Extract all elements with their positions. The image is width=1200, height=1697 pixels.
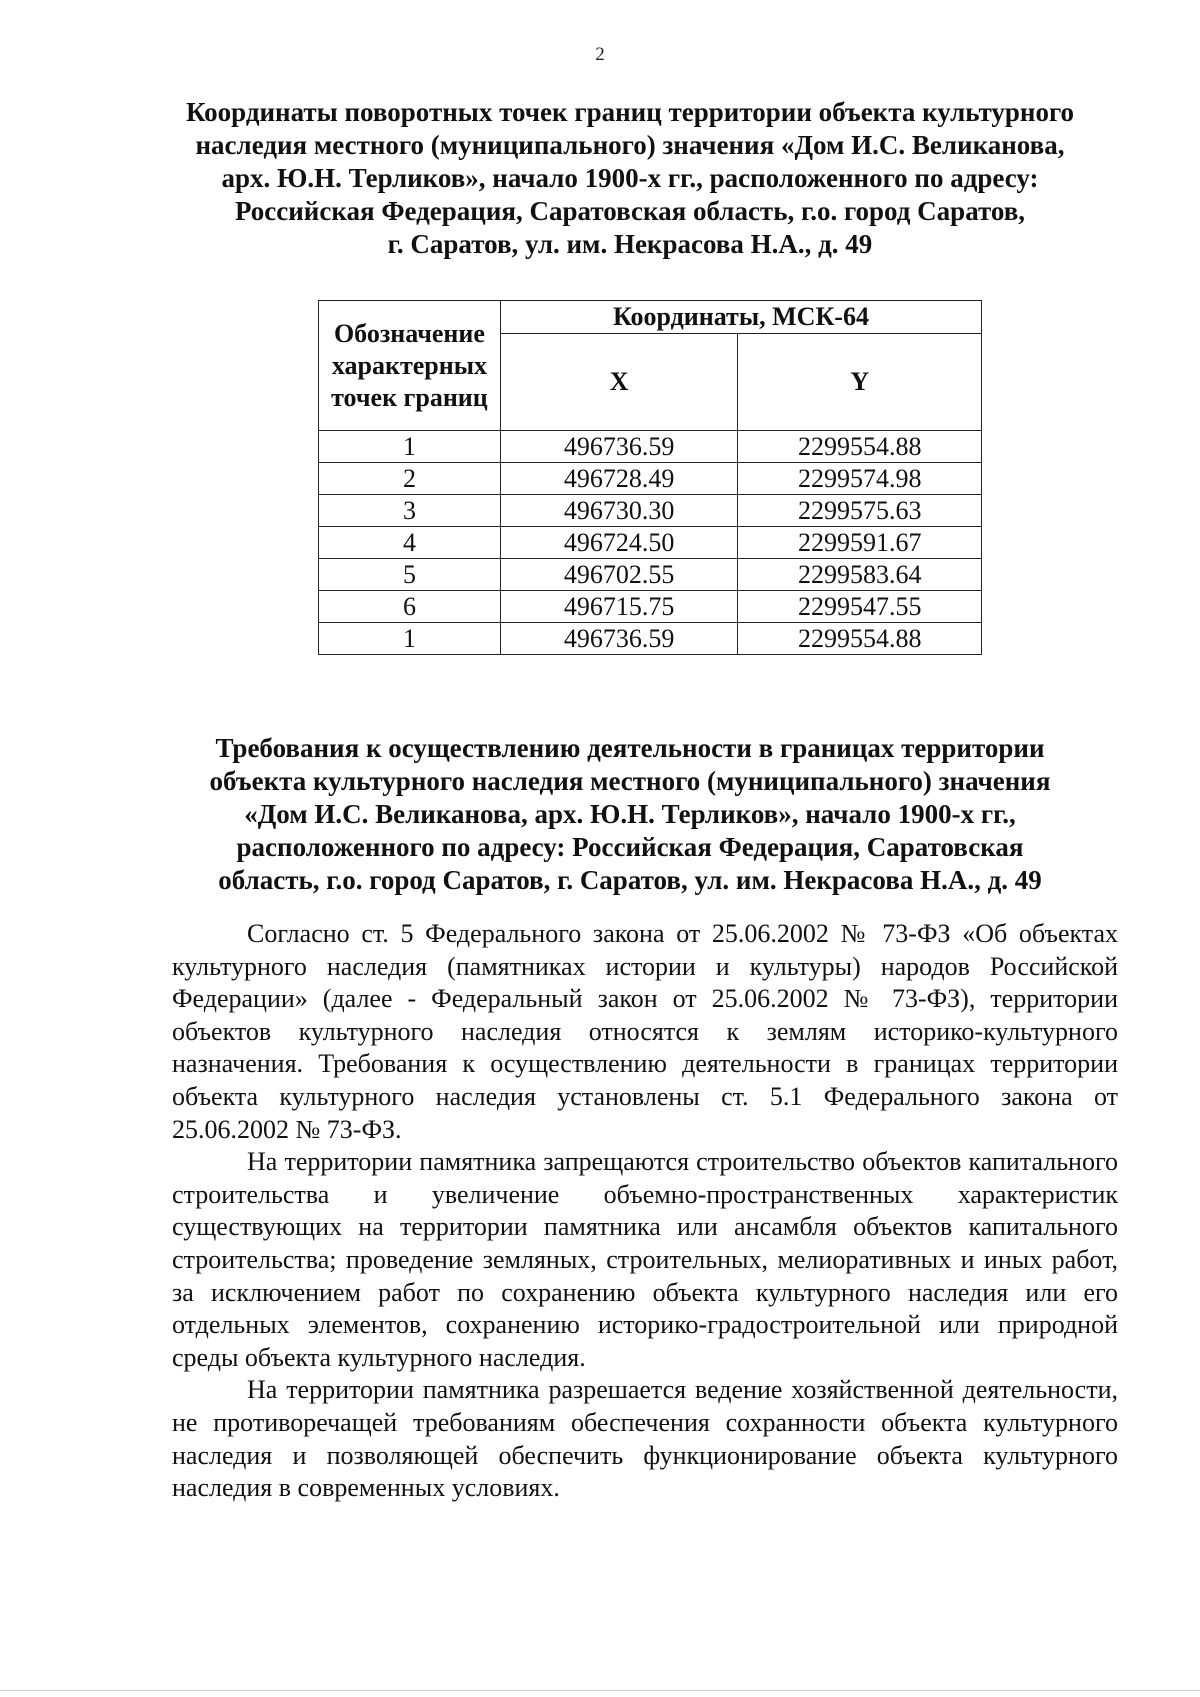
y-cell: 2299554.88 xyxy=(738,623,982,655)
heading-line: г. Саратов, ул. им. Некрасова Н.А., д. 49 xyxy=(387,229,873,259)
header-y: Y xyxy=(738,334,982,431)
table-row xyxy=(319,495,982,527)
y-cell: 2299583.64 xyxy=(738,559,982,591)
point-cell: 1 xyxy=(319,431,501,463)
heading-line: расположенного по адресу: Российская Федерация, Саратовская xyxy=(236,832,1024,862)
x-cell: 496728.49 xyxy=(500,463,738,495)
scan-bottom-edge xyxy=(0,1690,1200,1691)
header-coordinates: Координаты, МСК-64 xyxy=(500,301,981,334)
header-x: X xyxy=(500,334,738,431)
point-cell: 1 xyxy=(319,623,501,655)
table-row xyxy=(319,463,982,495)
paragraph: Согласно ст. 5 Федерального закона от 25.06.2002 № 73-ФЗ «Об объектах культурного наследия (памятниках истории и культуры) народов Российской Федерации» (далее - Федеральный закон от 25.06.2002 № 73-ФЗ), территории объектов культурного наследия относятся к землям историко-культурного назначения. Требования к осуществлению деятельности в границах территории объекта культурного наследия установлены ст. 5.1 Федерального закона от 25.06.2002 № 73-ФЗ. xyxy=(172,919,1118,1144)
x-cell: 496702.55 xyxy=(500,559,738,591)
body-text xyxy=(172,918,1118,1505)
page-number: 2 xyxy=(595,44,605,65)
heading-line: Российская Федерация, Саратовская область, г.о. город Саратов, xyxy=(234,196,1026,226)
table-row xyxy=(319,559,982,591)
point-cell: 5 xyxy=(319,559,501,591)
x-cell: 496730.30 xyxy=(500,495,738,527)
coordinates-table xyxy=(318,300,982,655)
coordinates-heading xyxy=(150,96,1110,261)
heading-line: наследия местного (муниципального) значения «Дом И.С. Великанова, xyxy=(195,130,1065,160)
table-row xyxy=(319,431,982,463)
x-cell: 496736.59 xyxy=(500,623,738,655)
point-cell: 3 xyxy=(319,495,501,527)
requirements-heading xyxy=(150,732,1110,897)
y-cell: 2299591.67 xyxy=(738,527,982,559)
heading-line: Координаты поворотных точек границ территории объекта культурного xyxy=(185,97,1075,127)
table-row xyxy=(319,527,982,559)
y-cell: 2299547.55 xyxy=(738,591,982,623)
heading-line: область, г.о. город Саратов, г. Саратов, ул. им. Некрасова Н.А., д. 49 xyxy=(218,865,1042,895)
y-cell: 2299575.63 xyxy=(738,495,982,527)
y-cell: 2299554.88 xyxy=(738,431,982,463)
paragraph: На территории памятника запрещаются строительство объектов капитального строительства и увеличение объемно-пространственных характеристик существующих на территории памятника или ансамбля объектов капитального строительства; проведение земляных, строительных, мелиоративных и иных работ, за исключением работ по сохранению объекта культурного наследия или его отдельных элементов, сохранению историко-градостроительной или природной среды объекта культурного наследия. xyxy=(172,1147,1118,1372)
point-cell: 6 xyxy=(319,591,501,623)
heading-line: объекта культурного наследия местного (муниципального) значения xyxy=(209,766,1051,796)
header-point-designation: Обозначение характерных точек границ xyxy=(319,301,501,431)
heading-line: Требования к осуществлению деятельности в границах территории xyxy=(215,733,1045,763)
x-cell: 496736.59 xyxy=(500,431,738,463)
y-cell: 2299574.98 xyxy=(738,463,982,495)
heading-line: «Дом И.С. Великанова, арх. Ю.Н. Терликов», начало 1900-х гг., xyxy=(244,799,1016,829)
point-cell: 4 xyxy=(319,527,501,559)
paragraph: На территории памятника разрешается ведение хозяйственной деятельности, не противоречащей требованиям обеспечения сохранности объекта культурного наследия и позволяющей обеспечить функционирование объекта культурного наследия в современных условиях. xyxy=(172,1375,1118,1503)
point-cell: 2 xyxy=(319,463,501,495)
table-row xyxy=(319,623,982,655)
heading-line: арх. Ю.Н. Терликов», начало 1900-х гг., расположенного по адресу: xyxy=(221,163,1039,193)
x-cell: 496724.50 xyxy=(500,527,738,559)
x-cell: 496715.75 xyxy=(500,591,738,623)
table-row xyxy=(319,591,982,623)
